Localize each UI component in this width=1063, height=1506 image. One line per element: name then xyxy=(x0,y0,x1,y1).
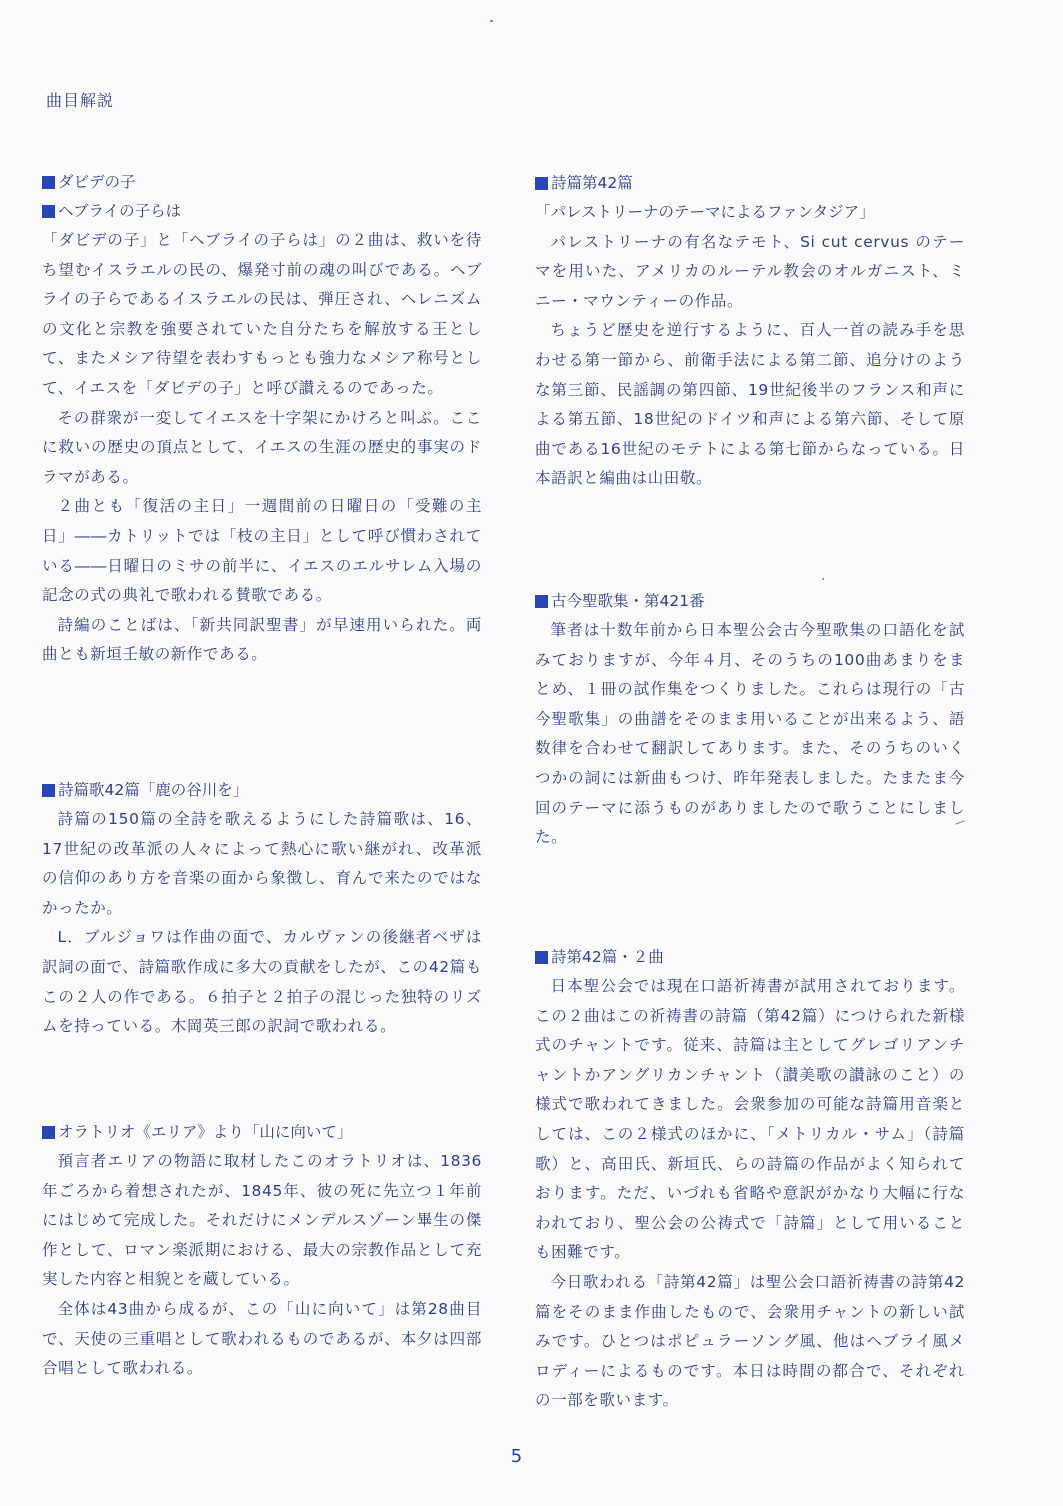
section-hymnal-421 xyxy=(535,587,965,853)
paragraph: 全体は43曲から成るが、この「山に向いて」は第28曲目で、天使の三重唱として歌われるものであるが、本夕は四部合唱として歌われる。 xyxy=(42,1299,482,1378)
paragraph: ２曲とも「復活の主日」一週間前の日曜日の「受難の主日」――カトリットでは「枝の主日」として呼び慣わされている――日曜日のミサの前半に、イエスのエルサレム入場の記念の式の典礼で歌われる賛歌である。 xyxy=(42,497,482,605)
section-title: ダビデの子 xyxy=(42,168,482,197)
section-title: 古今聖歌集・第421番 xyxy=(535,587,965,616)
paragraph: 詩編のことばは、「新共同訳聖書」が早速用いられた。両曲とも新垣壬敏の新作である。 xyxy=(42,615,482,664)
section-subtitle: 「パレストリーナのテーマによるファンタジア」 xyxy=(535,203,875,221)
paragraph: パレストリーナの有名なテモト、Si cut cervus のテーマを用いた、アメリカのルーテル教会のオルガニスト、ミニー・マウンティーの作品。 xyxy=(535,232,965,310)
scan-speck xyxy=(490,20,493,22)
paragraph: 筆者は十数年前から日本聖公会古今聖歌集の口語化を試みておりますが、今年４月、そのうちの100曲あまりをまとめ、１冊の試作集をつくりました。これらは現行の「古今聖歌集」の曲譜をそのまま用いることが出来るよう、語数律を合わせて翻訳してあります。また、そのうちのいくつかの詞には新曲もつけ、昨年発表しました。たまたま今回のテーマに添うものがありましたので歌うことにしました。 xyxy=(535,621,965,847)
paragraph: 詩篇の150篇の全詩を歌えるようにした詩篇歌は、16、17世紀の改革派の人々によって熱心に歌い継がれ、改革派の信仰のあり方を音楽の面から象徴し、育んで来たのではなかったか。 xyxy=(42,810,482,917)
section-psalm-song xyxy=(42,776,482,1042)
square-bullet-icon xyxy=(42,176,55,189)
section-psalm-42-two-chants xyxy=(535,943,965,1416)
section-title: 詩篇歌42篇「鹿の谷川を」 xyxy=(42,776,482,805)
section-title: 詩第42篇・２曲 xyxy=(535,943,965,972)
section-david xyxy=(42,168,482,670)
square-bullet-icon xyxy=(42,784,55,797)
page-heading: 曲目解説 xyxy=(46,91,115,110)
section-title: 詩篇第42篇 xyxy=(535,169,965,198)
paragraph: 「ダビデの子」と「ヘブライの子らは」の２曲は、救いを待ち望むイスラエルの民の、爆発寸前の魂の叫びである。ヘブライの子らであるイスラエルの民は、弾圧され、ヘレニズムの文化と宗教を強要されていた自分たちを解放する王として、またメシア待望を表わすもっとも強力なメシア称号として、イエスを「ダビデの子」と呼び讃えるのであった。 xyxy=(42,231,482,397)
section-psalm-42-fantasia xyxy=(535,169,965,494)
paragraph: 預言者エリアの物語に取材したこのオラトリオは、1836年ごろから着想されたが、1845年、彼の死に先立つ１年前にはじめて完成した。それだけにメンデルスゾーン畢生の傑作として、ロマン楽派期における、最大の宗教作品として充実した内容と相貌とを蔵している。 xyxy=(42,1152,482,1289)
square-bullet-icon xyxy=(535,595,548,608)
paragraph: 今日歌われる「詩第42篇」は聖公会口語祈祷書の詩第42篇をそのまま作曲したもので、会衆用チャントの新しい試みです。ひとつはポピュラーソング風、他はヘブライ風メロディーによるものです。本日は時間の都合で、それぞれの一部を歌います。 xyxy=(535,1272,965,1410)
section-title: オラトリオ《エリア》より「山に向いて」 xyxy=(42,1118,482,1147)
paragraph: その群衆が一変してイエスを十字架にかけろと叫ぶ。ここに救いの歴史の頂点として、イエスの生涯の歴史的事実のドラマがある。 xyxy=(42,408,482,486)
square-bullet-icon xyxy=(42,205,55,218)
square-bullet-icon xyxy=(42,1126,55,1139)
paragraph: 日本聖公会では現在口語祈祷書が試用されております。この２曲はこの祈祷書の詩篇（第42篇）につけられた新様式のチャントです。従来、詩篇は主としてグレゴリアンチャントかアングリカンチャント（讃美歌の讃詠のこと）の様式で歌われてきました。会衆参加の可能な詩篇用音楽としては、この２様式のほかに、「メトリカル・サム」（詩篇歌）と、高田氏、新垣氏、らの詩篇の作品がよく知られております。ただ、いづれも省略や意訳がかなり大幅に行なわれており、聖公会の公祷式で「詩篇」として用いることも困難です。 xyxy=(535,977,965,1262)
scan-speck xyxy=(822,578,824,580)
section-elijah xyxy=(42,1118,482,1384)
paragraph: L．ブルジョワは作曲の面で、カルヴァンの後継者ベザは訳詞の面で、詩篇歌作成に多大の貢献をしたが、この42篇もこの２人の作である。６拍子と２拍子の混じった独特のリズムを持っている。木岡英三郎の訳詞で歌われる。 xyxy=(42,928,482,1036)
square-bullet-icon xyxy=(535,951,548,964)
section-title: ヘブライの子らは xyxy=(42,197,482,226)
square-bullet-icon xyxy=(535,177,548,190)
page-number: 5 xyxy=(510,1446,523,1467)
paragraph: ちょうど歴史を逆行するように、百人一首の読み手を思わせる第一節から、前衛手法による第二節、追分けのような第三節、民謡調の第四節、19世紀後半のフランス和声による第五節、18世紀のドイツ和声による第六節、そして原曲である16世紀のモテトによる第七節からなっている。日本語訳と編曲は山田敬。 xyxy=(535,321,965,488)
